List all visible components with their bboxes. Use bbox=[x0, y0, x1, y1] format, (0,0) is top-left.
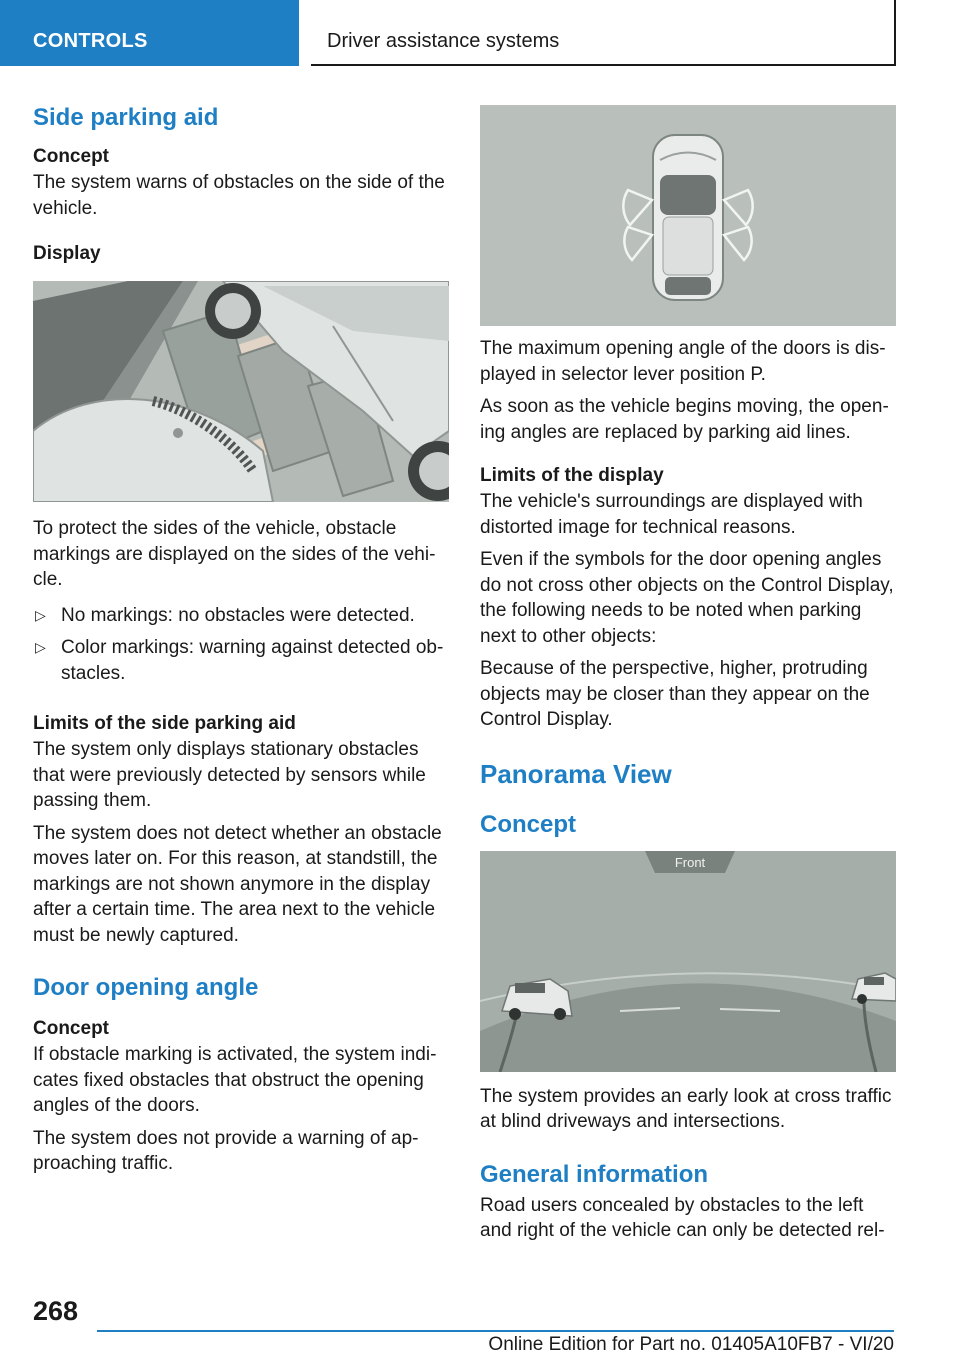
door-text-3: The maximum opening angle of the doors is displayed in selector lever position P. bbox=[480, 338, 886, 385]
door-text-4: As soon as the vehicle begins moving, the opening angles are replaced by parking aid lines. bbox=[480, 396, 889, 443]
triangle-bullet-icon: ▷ bbox=[35, 639, 46, 655]
door-opening-title: Door opening angle bbox=[33, 974, 259, 1001]
panorama-concept-heading: Concept bbox=[480, 810, 576, 838]
panorama-text-1: The system provides an early look at cross traffic at blind driveways and intersections. bbox=[480, 1085, 892, 1132]
bullet-text: Color markings: warning against detected obstacles. bbox=[61, 637, 444, 684]
triangle-bullet-icon: ▷ bbox=[35, 606, 46, 623]
chapter-header bbox=[311, 0, 896, 66]
edition-info: Online Edition for Part no. 01405A10FB7 - VI/20 bbox=[488, 1334, 894, 1355]
limits-display-text-2: Even if the symbols for the door opening angles do not cross other objects on the Control Display, the following needs to be noted when parking next to other objects: bbox=[480, 549, 894, 647]
panorama-view-figure bbox=[480, 851, 896, 1072]
page-number: 268 bbox=[33, 1296, 79, 1326]
side-parking-aid-title: Side parking aid bbox=[33, 104, 219, 131]
door-opening-figure bbox=[480, 105, 896, 326]
door-text-2: The system does not provide a warning of approaching traffic. bbox=[33, 1127, 419, 1174]
panorama-view-title: Panorama View bbox=[480, 758, 672, 789]
door-text-1: If obstacle marking is activated, the system indicates fixed obstacles that obstruct the opening angles of the doors. bbox=[33, 1044, 437, 1116]
limits-heading: Limits of the side parking aid bbox=[33, 713, 296, 734]
footer-divider bbox=[97, 1330, 894, 1332]
section-title: CONTROLS bbox=[33, 30, 148, 52]
concept-heading: Concept bbox=[33, 146, 109, 167]
protect-text: To protect the sides of the vehicle, obstacle markings are displayed on the sides of the vehicle. bbox=[33, 518, 436, 590]
limits-display-text-3: Because of the perspective, higher, protruding objects may be closer than they appear on the Control Display. bbox=[480, 658, 870, 730]
limits-text-1: The system only displays stationary obstacles that were previously detected by sensors while passing them. bbox=[33, 739, 426, 811]
limits-text-2: The system does not detect whether an obstacle moves later on. For this reason, at standstill, the markings are not shown anymore in the display after a certain time. The area next to the vehicle must be newly captured. bbox=[33, 822, 442, 946]
limits-display-text-1: The vehicle's surroundings are displayed with distorted image for technical reasons. bbox=[480, 491, 863, 538]
limits-display-heading: Limits of the display bbox=[480, 465, 664, 486]
display-heading: Display bbox=[33, 243, 101, 264]
chapter-title: Driver assistance systems bbox=[327, 30, 560, 52]
front-label: Front bbox=[674, 854, 706, 870]
right-column bbox=[480, 105, 896, 1244]
door-concept-heading: Concept bbox=[33, 1018, 109, 1039]
section-tab bbox=[0, 0, 299, 66]
side-parking-display-figure bbox=[33, 281, 449, 502]
general-text-1: Road users concealed by obstacles to the left and right of the vehicle can only be detected rel- bbox=[480, 1194, 885, 1241]
general-information-title: General information bbox=[480, 1160, 709, 1188]
concept-text: The system warns of obstacles on the side of the vehicle. bbox=[33, 172, 445, 219]
list-item bbox=[33, 635, 449, 686]
list-item bbox=[33, 603, 449, 629]
bullet-text: No markings: no obstacles were detected. bbox=[61, 604, 415, 626]
left-column bbox=[33, 100, 449, 1177]
marking-list bbox=[33, 603, 449, 687]
